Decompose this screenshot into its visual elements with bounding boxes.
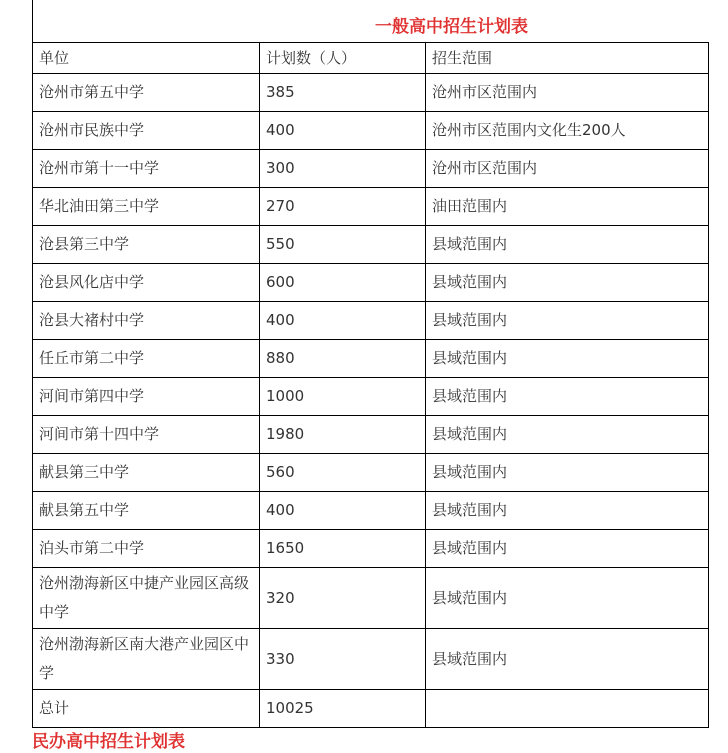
cell-plan: 400 — [260, 112, 426, 150]
cell-scope: 县域范围内 — [426, 302, 709, 340]
cell-plan: 385 — [260, 74, 426, 112]
table-row — [33, 416, 709, 454]
table-row — [33, 340, 709, 378]
table-row — [33, 188, 709, 226]
cell-scope: 县域范围内 — [426, 530, 709, 568]
table-row — [33, 378, 709, 416]
cell-unit: 沧县大褚村中学 — [33, 302, 260, 340]
cell-plan: 1980 — [260, 416, 426, 454]
table-row — [33, 568, 709, 629]
cell-unit: 沧县第三中学 — [33, 226, 260, 264]
total-label: 总计 — [33, 690, 260, 728]
cell-unit: 沧州渤海新区中捷产业园区高级中学 — [33, 568, 260, 629]
table-row — [33, 264, 709, 302]
cell-scope: 县域范围内 — [426, 568, 709, 629]
cell-plan: 300 — [260, 150, 426, 188]
cell-scope: 沧州市区范围内 — [426, 74, 709, 112]
table-header-row — [33, 43, 709, 74]
cell-scope: 沧州市区范围内 — [426, 150, 709, 188]
next-section-title: 民办高中招生计划表 — [32, 732, 185, 752]
cell-unit: 河间市第四中学 — [33, 378, 260, 416]
cell-scope: 沧州市区范围内文化生200人 — [426, 112, 709, 150]
cell-unit: 沧州市民族中学 — [33, 112, 260, 150]
enrollment-plan-table — [32, 42, 709, 728]
cell-plan: 1650 — [260, 530, 426, 568]
table-row — [33, 226, 709, 264]
total-scope — [426, 690, 709, 728]
cell-unit: 沧县风化店中学 — [33, 264, 260, 302]
table-row — [33, 150, 709, 188]
cell-scope: 县域范围内 — [426, 264, 709, 302]
cell-scope: 县域范围内 — [426, 340, 709, 378]
header-scope: 招生范围 — [426, 43, 709, 74]
cell-scope: 油田范围内 — [426, 188, 709, 226]
cell-scope: 县域范围内 — [426, 492, 709, 530]
cell-unit: 华北油田第三中学 — [33, 188, 260, 226]
table-row — [33, 454, 709, 492]
cell-plan: 560 — [260, 454, 426, 492]
cell-plan: 600 — [260, 264, 426, 302]
cell-plan: 270 — [260, 188, 426, 226]
cell-plan: 880 — [260, 340, 426, 378]
cell-scope: 县域范围内 — [426, 454, 709, 492]
header-unit: 单位 — [33, 43, 260, 74]
header-plan: 计划数（人） — [260, 43, 426, 74]
cell-scope: 县域范围内 — [426, 416, 709, 454]
table-row — [33, 302, 709, 340]
total-row — [33, 690, 709, 728]
cell-plan: 400 — [260, 492, 426, 530]
cell-unit: 任丘市第二中学 — [33, 340, 260, 378]
cell-scope: 县域范围内 — [426, 378, 709, 416]
table-row — [33, 530, 709, 568]
total-plan: 10025 — [260, 690, 426, 728]
table-row — [33, 629, 709, 690]
table-row — [33, 74, 709, 112]
cell-unit: 河间市第十四中学 — [33, 416, 260, 454]
cell-scope: 县域范围内 — [426, 629, 709, 690]
cell-unit: 沧州渤海新区南大港产业园区中学 — [33, 629, 260, 690]
cell-plan: 320 — [260, 568, 426, 629]
table-title: 一般高中招生计划表 — [375, 17, 528, 37]
cell-plan: 550 — [260, 226, 426, 264]
cell-unit: 泊头市第二中学 — [33, 530, 260, 568]
table-row — [33, 492, 709, 530]
cell-plan: 1000 — [260, 378, 426, 416]
cell-scope: 县域范围内 — [426, 226, 709, 264]
cell-unit: 沧州市第五中学 — [33, 74, 260, 112]
cell-plan: 330 — [260, 629, 426, 690]
cell-unit: 沧州市第十一中学 — [33, 150, 260, 188]
cell-unit: 献县第三中学 — [33, 454, 260, 492]
table-row — [33, 112, 709, 150]
cell-unit: 献县第五中学 — [33, 492, 260, 530]
cell-plan: 400 — [260, 302, 426, 340]
